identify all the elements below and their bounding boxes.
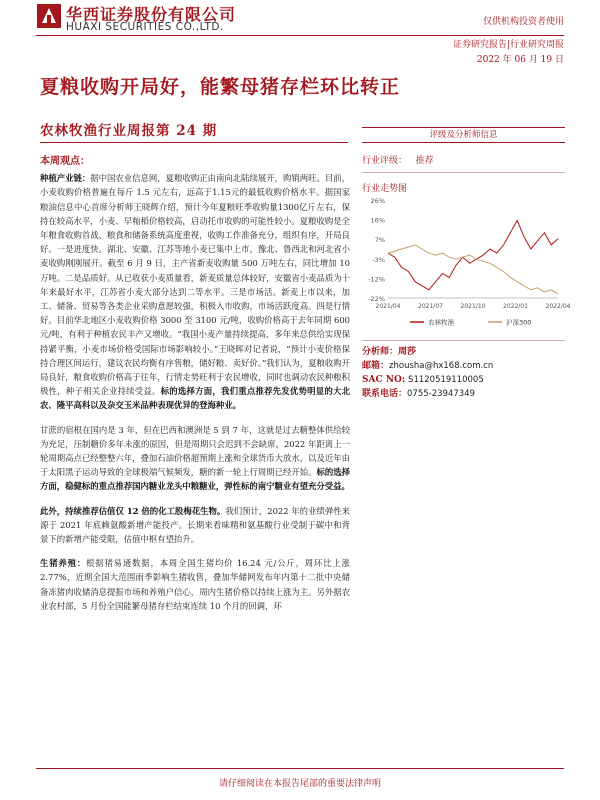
phone-label: 联系电话： [362, 389, 408, 399]
report-date: 2022 年 06 月 19 日 [476, 55, 564, 65]
rating-label: 行业评级： [362, 156, 408, 166]
paragraph-recommendation: 标的选择方面，稳健标的重点推荐国内糖业龙头中粮糖业，弹性标的南宁糖业有望充分受益。 [40, 467, 351, 492]
chart-title: 行业走势图 [362, 184, 408, 194]
y-tick-label: -22% [368, 295, 385, 303]
y-tick-label: 16% [370, 216, 385, 225]
report-body [40, 155, 350, 623]
analyst-info [362, 345, 565, 401]
analyst-name: 周莎 [398, 347, 417, 357]
sac-number: S1120519110005 [408, 375, 484, 385]
analyst-email[interactable]: zhousha@hx168.com.cn [389, 361, 494, 371]
industry-trend-chart [362, 194, 571, 334]
company-name-en: HUAXI SECURITIES CO.,LTD. [66, 21, 224, 33]
paragraph-lead: 种植产业链： [40, 173, 91, 184]
paragraph-text: 根据猪易通数据，本周全国生猪均价 16.24 元/公斤，周环比上涨 2.77%，近期全国大范围雨季影响生猪收售，叠加华储网发布年内第十二批中央储备冻猪肉收储消息提振市场和养殖户信心，周内生猪价格以持续上涨为主。另外据农业农村部，5 月份全国能繁母猪存栏结束连续 10 个月的回调，环 [40, 558, 351, 611]
legal-notice[interactable]: 请仔细阅读在本报告尾部的重要法律声明 [218, 779, 381, 789]
footer-divider [36, 768, 564, 769]
x-tick-label: 2021/04 [375, 303, 401, 310]
industry-rating [362, 153, 565, 173]
series-line-1 [388, 220, 558, 289]
legend-label: 农林牧渔 [428, 318, 454, 327]
sidebar-box-title: 评级及分析师信息 [362, 127, 565, 143]
paragraph-planting [40, 171, 350, 412]
x-tick-label: 2021/10 [460, 303, 486, 310]
y-tick-label: 26% [370, 197, 385, 205]
analyst-label: 分析师： [362, 347, 399, 357]
x-tick-label: 2021/07 [418, 303, 443, 310]
header-divider [36, 35, 564, 36]
paragraph-lead: 生猪养殖： [40, 558, 87, 569]
report-title: 夏粮收购开局好，能繁母猪存栏环比转正 [40, 76, 401, 98]
company-name-cn: 华西证券股份有限公司 [66, 5, 237, 24]
company-logo [36, 3, 62, 29]
x-tick-label: 2022/01 [503, 303, 528, 310]
x-tick-label: 2022/04 [545, 303, 571, 310]
rating-value: 推荐 [415, 156, 434, 166]
paragraph-sugar [40, 423, 350, 494]
y-tick-label: -3% [372, 255, 385, 264]
report-type: 证券研究报告|行业研究周报 [452, 40, 564, 50]
sidebar [362, 127, 571, 401]
paragraph-text: 据中国农业信息网，夏粮收购正由南向北陆续展开，购销两旺。目前，小麦收购价格普遍在每斤 1.5 元左右，远高于1.15元的最低收购价格水平。据国家粮油信息中心首席分析师王晓辉介绍，预计今年夏粮旺季收购量1300亿斤左右，保持在较高水平，小麦、早籼稻价格较高，启动托市收购的可能性较小。夏粮收购是全年粮食收购首战，粮食和储备系统高度重视，收购工作准备充分，组织有序，开局良好。一是进度快。湖北、安徽、江苏等地小麦已集中上市，豫北、鲁西北和河北省小麦收购刚刚展开。截至 6 月 9 日，主产省新麦收购量 500 万吨左右，同比增加 10 万吨。二是品质好。从已收获小麦质量看，新麦质量总体较好，安徽省小麦品质为十年来最好水平，江苏省小麦大部分达到二等水平。三是市场活。新麦上市以来，加工、储备、贸易等各类企业采购意愿较强，积极入市收购，市场活跃度高。四是行情好。目前华北地区小麦收购价格 3000 至 3100 元/吨，收购价格高于去年同期 600 元/吨，有利于种植农民丰产又增收。“我国小麦产量持续提高，多年来总供给实现保持紧平衡，小麦市场价格受国际市场影响较小。”王晓晖对记者说，“预计小麦价格保持合理区间运行，建议农民均衡有序售粮，储好粮、卖好价。”我们认为，夏粮收购开局良好，粮食收购价格高于往年，行情走势旺利于农民增收，同时也调动农民种粮积极性，种子相关企业持续受益。 [40, 173, 351, 397]
paragraph-hog [40, 556, 350, 613]
email-label: 邮箱： [362, 361, 390, 371]
paragraph-chemical [40, 504, 350, 547]
paragraph-text: 甘蔗的宿根在国内是 3 年，但在巴西和澳洲是 5 到 7 年，这就是过去糖整体供给较为充足，压制糖价多年未涨的原因，但是周期只会迟到不会缺席。2022 年距离上一轮周期高点已经整整六年，叠加石油价格超预期上涨和全球货币大放水，以及近年由于太阳黑子运动导致的全球极端气候频发，糖的新一轮上行周期已经开始。 [40, 424, 350, 478]
sac-label: SAC NO: [362, 375, 406, 385]
subtitle-divider [40, 142, 348, 143]
y-tick-label: 7% [374, 236, 385, 245]
section-title: 本周观点： [40, 156, 90, 167]
audience-note: 仅供机构投资者使用 [482, 17, 564, 27]
paragraph-lead: 此外，持续推荐估值仅 12 倍的化工股梅花生物。 [40, 505, 226, 516]
analyst-phone: 0755-23947349 [407, 389, 475, 399]
y-tick-label: -12% [368, 275, 385, 284]
report-subtitle: 农林牧渔行业周报第 24 期 [40, 123, 218, 139]
legend-label: 沪深300 [506, 318, 532, 327]
paragraph-text: 我们预计，2022 年的业绩弹性来源于 2021 年底赖氨酸新增产能投产。长期来看味精和氨基酸行业受制于碳中和背景下的新增产能受限，估值中枢有望抬升。 [40, 505, 350, 545]
paragraph-recommendation: 标的选择方面，我们重点推荐先发优势明显的大北农、隆平高科以及杂交玉米品种表现优异的登海种业。 [40, 386, 351, 411]
series-line-2 [388, 245, 558, 294]
